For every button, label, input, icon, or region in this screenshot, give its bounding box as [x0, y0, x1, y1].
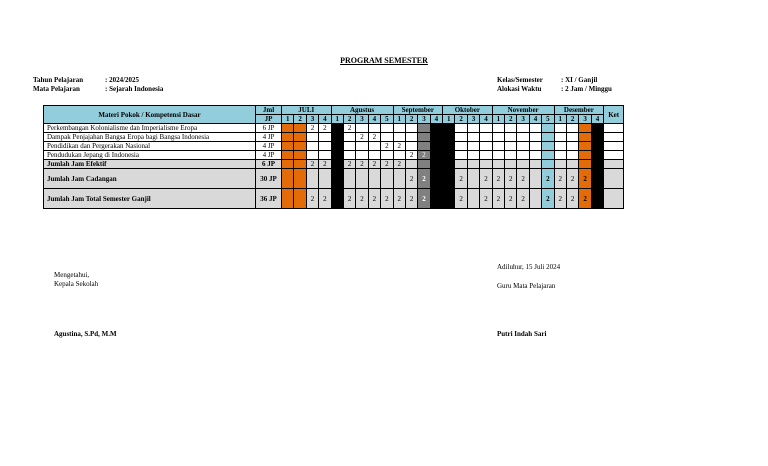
week-cell: [343, 151, 355, 160]
month-header: Oktober: [443, 106, 493, 115]
signature-left: [54, 271, 98, 289]
week-cell: [529, 124, 541, 133]
week-cell: 2: [505, 189, 517, 209]
week-cell: [393, 133, 405, 142]
week-cell: [579, 160, 591, 169]
week-cell: [294, 169, 306, 189]
info-left: [33, 76, 163, 94]
row-jp: 6 JP: [256, 160, 282, 169]
week-header: 1: [443, 115, 455, 124]
week-cell: [294, 124, 306, 133]
week-cell: 2: [368, 160, 380, 169]
week-cell: [517, 160, 529, 169]
week-cell: [480, 151, 492, 160]
week-cell: 2: [591, 169, 603, 189]
week-cell: 2: [505, 169, 517, 189]
week-cell: 2: [368, 133, 380, 142]
ket-cell: [604, 189, 624, 209]
week-cell: [282, 151, 294, 160]
week-cell: [517, 151, 529, 160]
week-cell: [480, 133, 492, 142]
week-cell: [430, 124, 442, 133]
info-label: Mata Pelajaran: [33, 85, 80, 93]
week-cell: 2: [480, 169, 492, 189]
week-cell: [356, 124, 368, 133]
week-cell: [517, 142, 529, 151]
row-jp: 30 JP: [256, 169, 282, 189]
week-cell: 2: [591, 189, 603, 209]
week-cell: [282, 133, 294, 142]
week-cell: [529, 169, 541, 189]
week-cell: [343, 142, 355, 151]
week-cell: [529, 189, 541, 209]
week-cell: [554, 160, 566, 169]
week-cell: [381, 133, 393, 142]
week-header: 4: [529, 115, 541, 124]
principal-name: Agustina, S.Pd, M.M: [54, 330, 117, 338]
info-value: : 2024/2025: [105, 76, 140, 84]
week-cell: [517, 133, 529, 142]
week-cell: [356, 169, 368, 189]
week-cell: [529, 160, 541, 169]
week-cell: [591, 160, 603, 169]
week-cell: 2: [579, 189, 591, 209]
row-jp: 6 JP: [256, 124, 282, 133]
week-cell: 2: [542, 189, 554, 209]
week-cell: [505, 160, 517, 169]
week-cell: [368, 151, 380, 160]
week-cell: 2: [405, 169, 417, 189]
table-row: [44, 151, 624, 160]
week-cell: [529, 133, 541, 142]
week-cell: [579, 151, 591, 160]
week-cell: 2: [393, 142, 405, 151]
week-cell: [554, 133, 566, 142]
week-cell: [579, 124, 591, 133]
week-cell: 2: [430, 169, 442, 189]
info-value: : Sejarah Indonesia: [105, 85, 164, 93]
week-header: 2: [566, 115, 578, 124]
week-cell: [306, 142, 318, 151]
week-header: 3: [418, 115, 430, 124]
sum-row-efektif: [44, 160, 624, 169]
ket-cell: [604, 133, 624, 142]
page-title: PROGRAM SEMESTER: [340, 56, 428, 65]
row-label: Pendudukan Jepang di Indonesia: [44, 151, 256, 160]
week-cell: [343, 169, 355, 189]
week-cell: 2: [455, 189, 467, 209]
week-cell: [331, 151, 343, 160]
week-cell: [455, 151, 467, 160]
week-cell: [418, 142, 430, 151]
week-cell: [467, 169, 479, 189]
week-cell: [542, 133, 554, 142]
row-jp: 4 JP: [256, 142, 282, 151]
week-cell: [443, 124, 455, 133]
week-cell: [430, 160, 442, 169]
week-header: 3: [467, 115, 479, 124]
ket-cell: [604, 151, 624, 160]
week-cell: [480, 160, 492, 169]
week-cell: [566, 124, 578, 133]
week-cell: [294, 189, 306, 209]
ket-cell: [604, 124, 624, 133]
week-header: 3: [306, 115, 318, 124]
week-cell: [467, 142, 479, 151]
table-row: [44, 133, 624, 142]
week-cell: [381, 151, 393, 160]
week-cell: [294, 151, 306, 160]
week-cell: [566, 142, 578, 151]
week-cell: [505, 133, 517, 142]
week-cell: [282, 169, 294, 189]
week-header: 1: [282, 115, 294, 124]
week-cell: 2: [480, 189, 492, 209]
week-cell: 2: [418, 151, 430, 160]
week-cell: [492, 133, 504, 142]
ket-cell: [604, 160, 624, 169]
week-cell: [331, 142, 343, 151]
week-cell: [566, 133, 578, 142]
sum-row-total: [44, 189, 624, 209]
week-cell: [319, 169, 331, 189]
week-cell: [529, 142, 541, 151]
row-jp: 4 JP: [256, 133, 282, 142]
week-cell: [480, 142, 492, 151]
acknowledge-label: Mengetahui,: [54, 271, 90, 279]
week-cell: U: [430, 151, 442, 160]
week-header: 1: [492, 115, 504, 124]
week-cell: [368, 169, 380, 189]
week-cell: [405, 160, 417, 169]
week-cell: [455, 142, 467, 151]
week-cell: [282, 189, 294, 209]
week-cell: [405, 124, 417, 133]
info-value: : XI / Ganjil: [561, 76, 598, 84]
principal-role: Kepala Sekolah: [54, 280, 99, 288]
week-cell: 2: [319, 189, 331, 209]
week-cell: 2: [579, 169, 591, 189]
week-cell: [542, 124, 554, 133]
week-cell: 2: [306, 189, 318, 209]
week-header: 4: [319, 115, 331, 124]
ket-cell: [604, 169, 624, 189]
row-label: Jumlah Jam Cadangan: [44, 169, 256, 189]
month-header: September: [393, 106, 443, 115]
week-cell: 2: [381, 189, 393, 209]
week-cell: [480, 124, 492, 133]
week-cell: [306, 133, 318, 142]
week-cell: 2: [566, 169, 578, 189]
week-header: 2: [455, 115, 467, 124]
week-cell: [455, 160, 467, 169]
row-label: Jumlah Jam Efektif: [44, 160, 256, 169]
week-cell: [356, 151, 368, 160]
week-cell: [418, 133, 430, 142]
week-cell: [492, 124, 504, 133]
week-cell: [455, 133, 467, 142]
ket-cell: [604, 142, 624, 151]
week-cell: 2: [381, 142, 393, 151]
week-cell: [405, 142, 417, 151]
week-header: 2: [405, 115, 417, 124]
program-semester-table: [43, 105, 624, 209]
column-header-jml: Jml: [256, 106, 282, 115]
week-cell: [381, 169, 393, 189]
week-cell: [443, 151, 455, 160]
week-cell: [319, 151, 331, 160]
week-cell: [294, 160, 306, 169]
week-cell: [492, 151, 504, 160]
week-cell: [579, 133, 591, 142]
week-cell: 2: [343, 189, 355, 209]
week-cell: 2: [566, 189, 578, 209]
week-cell: [505, 142, 517, 151]
week-cell: [319, 142, 331, 151]
week-cell: 2: [356, 189, 368, 209]
week-cell: [331, 169, 343, 189]
week-cell: 2: [319, 160, 331, 169]
week-cell: [306, 169, 318, 189]
week-header: 5: [381, 115, 393, 124]
week-cell: [282, 160, 294, 169]
week-cell: 2: [554, 169, 566, 189]
week-header: 1: [554, 115, 566, 124]
week-cell: [505, 124, 517, 133]
week-cell: [579, 142, 591, 151]
info-label: Alokasi Waktu: [497, 85, 542, 93]
week-cell: [393, 124, 405, 133]
week-cell: [368, 124, 380, 133]
week-cell: [294, 133, 306, 142]
column-header-materi: Materi Pokok / Kompetensi Dasar: [44, 106, 256, 124]
week-cell: [566, 151, 578, 160]
week-cell: 2: [306, 124, 318, 133]
column-header-ket: Ket: [604, 106, 624, 124]
row-label: Jumlah Jam Total Semester Ganjil: [44, 189, 256, 209]
week-cell: 2: [343, 160, 355, 169]
week-cell: [393, 151, 405, 160]
week-cell: [566, 160, 578, 169]
week-cell: [505, 151, 517, 160]
week-cell: [542, 160, 554, 169]
week-cell: 2: [306, 160, 318, 169]
week-cell: [554, 151, 566, 160]
week-cell: 2: [405, 151, 417, 160]
week-cell: [368, 142, 380, 151]
info-label: Tahun Pelajaran: [33, 76, 84, 84]
week-header: 4: [368, 115, 380, 124]
week-cell: [591, 142, 603, 151]
week-cell: [294, 142, 306, 151]
week-cell: [331, 160, 343, 169]
week-cell: 2: [356, 160, 368, 169]
week-cell: 2: [455, 169, 467, 189]
week-cell: [467, 133, 479, 142]
week-cell: 2: [554, 189, 566, 209]
week-cell: 2: [430, 189, 442, 209]
row-jp: 36 JP: [256, 189, 282, 209]
sum-row-cadangan: [44, 169, 624, 189]
week-cell: [492, 160, 504, 169]
week-cell: [443, 160, 455, 169]
teacher-role: Guru Mata Pelajaran: [497, 282, 556, 290]
week-header: 2: [294, 115, 306, 124]
week-cell: 2: [405, 189, 417, 209]
week-header: 5: [542, 115, 554, 124]
week-cell: [467, 189, 479, 209]
place-date: Adiluhur, 15 Juli 2024: [497, 263, 561, 271]
week-cell: [343, 133, 355, 142]
week-cell: [591, 133, 603, 142]
week-cell: [306, 151, 318, 160]
week-cell: [443, 133, 455, 142]
week-cell: 2: [319, 124, 331, 133]
week-cell: 2: [393, 160, 405, 169]
table-row: [44, 124, 624, 133]
week-cell: [542, 142, 554, 151]
month-header: JULI: [282, 106, 332, 115]
month-header: Agustus: [331, 106, 393, 115]
week-cell: 2: [517, 169, 529, 189]
month-header: November: [492, 106, 554, 115]
week-cell: 2: [542, 169, 554, 189]
week-cell: [542, 151, 554, 160]
week-header: 2: [505, 115, 517, 124]
row-label: Dampak Penjajahan Bangsa Eropa bagi Bangsa Indonesia: [44, 133, 256, 142]
week-cell: [319, 133, 331, 142]
week-cell: 2: [381, 160, 393, 169]
week-cell: 2: [356, 133, 368, 142]
week-cell: 2: [418, 189, 430, 209]
week-cell: [554, 124, 566, 133]
week-cell: [381, 124, 393, 133]
week-header: 3: [356, 115, 368, 124]
table-row: [44, 142, 624, 151]
week-cell: [430, 133, 442, 142]
week-cell: [554, 142, 566, 151]
week-cell: [443, 142, 455, 151]
week-cell: [529, 151, 541, 160]
week-cell: [492, 142, 504, 151]
week-cell: [418, 160, 430, 169]
column-header-jp: JP: [256, 115, 282, 124]
info-value: : 2 Jam / Minggu: [561, 85, 612, 93]
teacher-name: Putri Indah Sari: [497, 330, 547, 338]
week-cell: 2: [492, 169, 504, 189]
week-header: 2: [343, 115, 355, 124]
week-cell: [591, 151, 603, 160]
info-right: [497, 76, 612, 94]
week-cell: [455, 124, 467, 133]
week-cell: 2: [517, 189, 529, 209]
week-cell: [356, 142, 368, 151]
week-cell: [443, 189, 455, 209]
week-cell: [282, 142, 294, 151]
week-cell: [393, 169, 405, 189]
week-cell: [331, 133, 343, 142]
info-label: Kelas/Semester: [497, 76, 543, 84]
week-cell: [517, 124, 529, 133]
week-cell: [282, 124, 294, 133]
week-cell: S: [443, 169, 455, 189]
month-header: Desember: [554, 106, 604, 115]
week-cell: [591, 124, 603, 133]
row-jp: 4 JP: [256, 151, 282, 160]
week-cell: [331, 189, 343, 209]
week-cell: [418, 124, 430, 133]
week-cell: [430, 142, 442, 151]
row-label: Perkembangan Kolonialisme dan Imperialisme Eropa: [44, 124, 256, 133]
row-label: Pendidikan dan Pergerakan Nasional: [44, 142, 256, 151]
week-cell: [467, 160, 479, 169]
week-cell: 2: [368, 189, 380, 209]
week-cell: 2: [343, 124, 355, 133]
week-header: 3: [517, 115, 529, 124]
week-header: 1: [393, 115, 405, 124]
week-cell: [405, 133, 417, 142]
week-header: 1: [331, 115, 343, 124]
week-cell: 2: [492, 189, 504, 209]
week-cell: [467, 124, 479, 133]
week-header: 4: [430, 115, 442, 124]
week-cell: 2: [393, 189, 405, 209]
week-cell: 2: [418, 169, 430, 189]
week-cell: [331, 124, 343, 133]
week-header: 4: [591, 115, 603, 124]
week-header: 4: [480, 115, 492, 124]
week-header: 3: [579, 115, 591, 124]
week-cell: [467, 151, 479, 160]
